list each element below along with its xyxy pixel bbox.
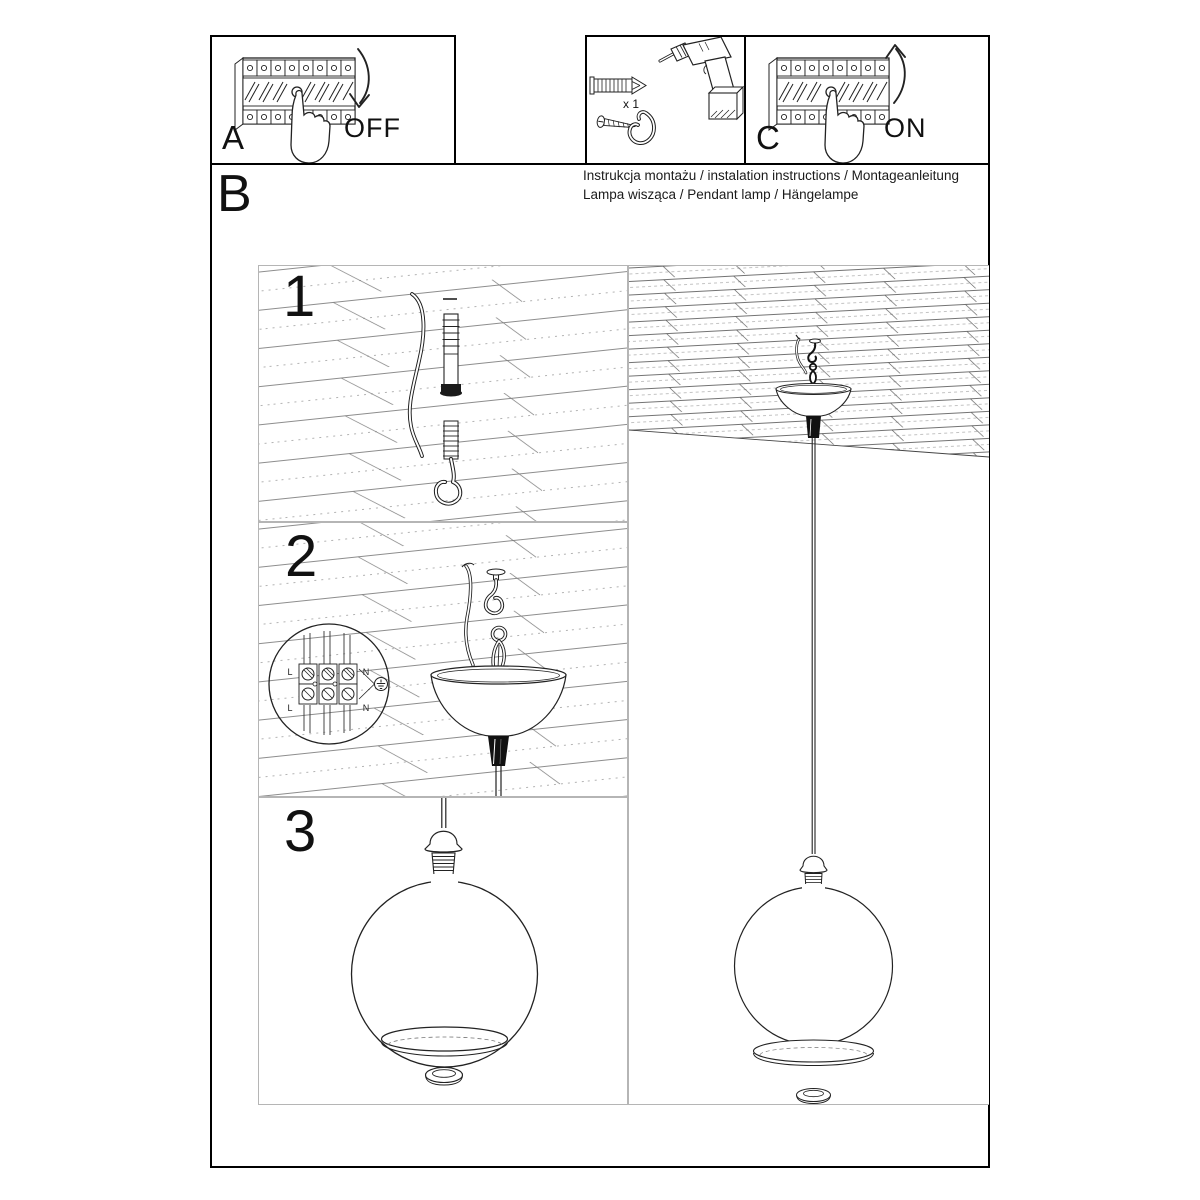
assembled-lamp-illustration	[629, 266, 989, 1104]
label-neutral-bottom: N	[362, 703, 370, 713]
pendant-cord	[812, 438, 815, 854]
glass-ball-shade	[735, 884, 893, 1066]
assembled-lamp-panel	[628, 265, 989, 1105]
label-line-bottom: L	[287, 703, 293, 713]
label-line-top: L	[287, 667, 293, 677]
panel-b-label: B	[217, 165, 252, 223]
panel-a-power-off	[210, 35, 456, 165]
step-3-number: 3	[284, 799, 317, 864]
panel-c-power-on	[744, 35, 990, 165]
label-neutral-top: N	[362, 667, 370, 677]
glass-ball-shade	[352, 874, 538, 1067]
power-on-label: ON	[884, 113, 927, 143]
pendant-cord	[442, 798, 446, 828]
step-1-number: 1	[283, 264, 316, 329]
wall-anchor-icon	[590, 77, 646, 94]
tools-illustration	[587, 37, 744, 163]
power-off-label: OFF	[344, 113, 401, 143]
drill-icon	[660, 37, 743, 119]
caption-instructions: Instrukcja montażu / instalation instructions / Montageanleitung	[583, 168, 959, 183]
breaker-on-illustration	[746, 37, 988, 163]
ceiling-hook-icon	[629, 112, 654, 143]
cord-grip	[806, 416, 821, 438]
breaker-off-illustration	[212, 37, 454, 163]
panel-tools	[585, 35, 746, 165]
anchor-quantity-label: x 1	[623, 97, 640, 111]
caption-block	[583, 166, 959, 204]
panel-a-label: A	[222, 119, 245, 156]
step-2-number: 2	[285, 524, 318, 589]
caption-product: Lampa wisząca / Pendant lamp / Hängelampe	[583, 187, 859, 202]
retaining-ring	[797, 1089, 831, 1104]
retaining-ring	[426, 1068, 463, 1086]
panel-c-label: C	[756, 119, 780, 156]
